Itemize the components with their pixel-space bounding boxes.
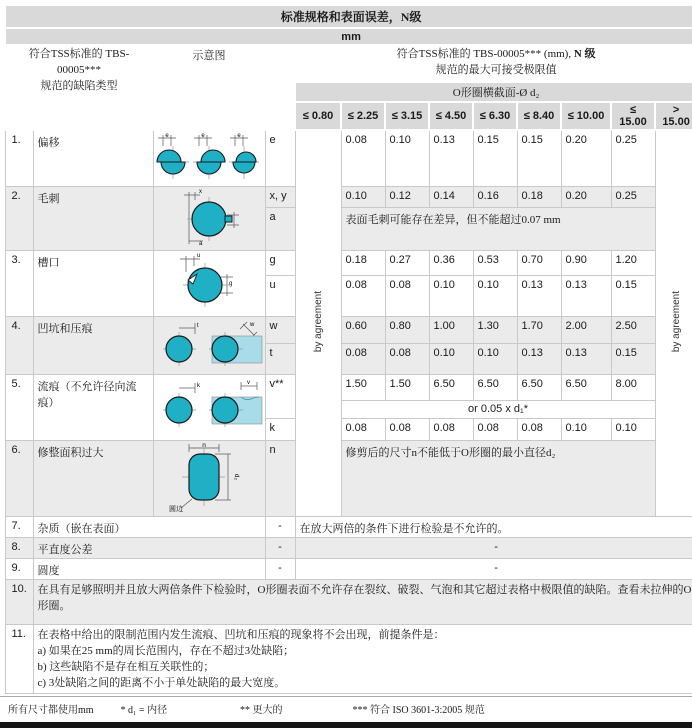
row5-k-value-2: 0.08 [429,419,473,441]
row11-condition-a: a) 如果在25 mm的周长范围内，存在不超过3处缺陷； [38,644,692,660]
offset-e-label-3: e [237,133,241,139]
row5-v-value-2: 6.50 [429,375,473,401]
defect-limits-table [4,4,692,694]
row11-number: 11. [5,625,33,694]
row4-w-value-6: 2.50 [611,317,655,344]
row1-value-4: 0.15 [517,130,561,187]
size-col-8: > 15.00 [655,102,692,130]
footnote-d1: * d₁ = 内径 [121,701,238,716]
row3-g-value-3: 0.53 [473,251,517,276]
unit-row: mm [5,28,692,45]
row4-name: 凹坑和压痕 [33,317,153,375]
row5-v-value-1: 1.50 [385,375,429,401]
row5-k-value-0: 0.08 [341,419,385,441]
notch-g-label: g [229,281,232,287]
row2-symbol-xy: x, y [265,187,295,208]
row5-name: 流痕（不允许径向流痕） [33,375,153,441]
header-limits-line1: 符合TSS标准的 TBS-00005*** (mm), N 级 [300,47,692,63]
notch-u-label: u [197,253,200,259]
row5-v-value-4: 6.50 [517,375,561,401]
burr-diagram-svg [155,188,263,246]
row4-t-value-3: 0.10 [473,343,517,374]
row6-name: 修整面积过大 [33,441,153,517]
notch-diagram-svg [155,252,263,312]
pits-t-label: t [197,323,199,329]
row5-k-value-1: 0.08 [385,419,429,441]
flow-v-label: v [247,380,250,386]
row4-t-value-4: 0.13 [517,343,561,374]
row3-u-value-0: 0.08 [341,275,385,316]
row1-name: 偏移 [33,130,153,187]
row1-number: 1. [5,130,33,187]
row4-w-value-5: 2.00 [561,317,611,344]
row5-number: 5. [5,375,33,441]
row3-g-value-4: 0.70 [517,251,561,276]
row4-t-value-1: 0.08 [385,343,429,374]
burr-a-label: a [199,241,203,246]
burr-diagram [153,187,265,251]
row7-note: 在放大两倍的条件下进行检验是不允许的。 [295,517,692,538]
row3-g-value-6: 1.20 [611,251,655,276]
row3-symbol-g: g [265,251,295,276]
header-defect-type-line2: 规范的缺陷类型 [10,79,148,95]
row4-w-value-2: 1.00 [429,317,473,344]
footnote-larger: ** 更大的 [240,701,350,716]
row3-u-value-3: 0.10 [473,275,517,316]
header-cross-section: O形圈横截面-Ø d₂ [295,82,692,102]
row2-value-0: 0.10 [341,187,385,208]
row4-w-value-4: 1.70 [517,317,561,344]
pits-diagram-svg [155,318,263,370]
trim-diagram-svg [155,442,263,512]
row9-name: 圆度 [33,559,265,580]
row2-value-5: 0.20 [561,187,611,208]
size-col-6: ≤ 10.00 [561,102,611,130]
row4-t-value-0: 0.08 [341,343,385,374]
row4-w-value-0: 0.60 [341,317,385,344]
row4-t-value-2: 0.10 [429,343,473,374]
row2-number: 2. [5,187,33,251]
row2-symbol-a: a [265,207,295,250]
row4-w-value-3: 1.30 [473,317,517,344]
row3-number: 3. [5,251,33,317]
row3-symbol-u: u [265,275,295,316]
row2-value-1: 0.12 [385,187,429,208]
trim-round-edge-label: 圆边 [169,504,183,512]
pits-ring-right [212,336,238,362]
bottom-bar [0,722,692,728]
row1-value-0: 0.08 [341,130,385,187]
size-col-0: ≤ 0.80 [295,102,341,130]
footnote-units: 所有尺寸都使用mm [8,701,118,716]
header-defect-type [5,45,153,130]
row3-g-value-5: 0.90 [561,251,611,276]
row7-symbol-dash: - [265,517,295,538]
row3-u-value-6: 0.15 [611,275,655,316]
burr-protrusion [225,216,232,222]
row5-v-value-5: 6.50 [561,375,611,401]
row9-number: 9. [5,559,33,580]
row3-name: 槽口 [33,251,153,317]
pits-w-label: w [249,322,255,328]
header-defect-type-line1: 符合TSS标准的 TBS-00005*** [10,47,148,79]
footnotes [0,696,692,719]
row11-condition-b: b) 这些缺陷不是存在相互关联性的； [38,660,692,676]
row4-symbol-t: t [265,343,295,374]
row1-symbol: e [265,130,295,187]
header-symbol-spacer [265,45,295,130]
row8-note-dash: - [295,538,692,559]
trim-ring-section [189,454,219,500]
row7-number: 7. [5,517,33,538]
row3-g-value-2: 0.36 [429,251,473,276]
page-title: 标准规格和表面误差，N级 [5,5,692,28]
row4-w-value-1: 0.80 [385,317,429,344]
row2-value-6: 0.25 [611,187,655,208]
row1-value-1: 0.10 [385,130,429,187]
footnote-iso: *** 符合 ISO 3601-3:2005 规范 [353,701,485,716]
row1-value-5: 0.20 [561,130,611,187]
row11-condition-c: c) 3处缺陷之间的距离不小于单处缺陷的最大宽度。 [38,676,692,692]
row8-symbol-dash: - [265,538,295,559]
header-schematic: 示意图 [153,45,265,130]
size-col-3: ≤ 4.50 [429,102,473,130]
row5-k-value-4: 0.08 [517,419,561,441]
row3-g-value-1: 0.27 [385,251,429,276]
grade-n-label: N 级 [574,48,596,60]
row5-k-value-3: 0.08 [473,419,517,441]
row5-k-value-5: 0.10 [561,419,611,441]
trim-n-label: n [202,442,206,449]
flow-ring-right [212,397,238,423]
row5-k-value-6: 0.10 [611,419,655,441]
row5-v-value-6: 8.00 [611,375,655,401]
row2-value-4: 0.18 [517,187,561,208]
burr-x-label: x [199,189,202,195]
row5-v-value-3: 6.50 [473,375,517,401]
flow-ring-left [166,397,192,423]
size-col-5: ≤ 8.40 [517,102,561,130]
by-agreement-left: by agreement [295,130,341,517]
row2-name: 毛刺 [33,187,153,251]
row5-symbol-k: k [265,419,295,441]
offset-e-label-2: e [201,133,205,139]
row5-v-value-0: 1.50 [341,375,385,401]
row1-value-6: 0.25 [611,130,655,187]
by-agreement-right: by agreement [655,130,692,517]
offset-e-label-1: e [165,133,169,139]
size-col-4: ≤ 6.30 [473,102,517,130]
row10-number: 10. [5,580,33,625]
size-col-1: ≤ 2.25 [341,102,385,130]
row1-value-2: 0.13 [429,130,473,187]
row8-name: 平直度公差 [33,538,265,559]
notch-ring [188,268,222,302]
row8-number: 8. [5,538,33,559]
trim-diagram [153,441,265,517]
pits-diagram [153,317,265,375]
header-limits [295,45,692,82]
row1-value-3: 0.15 [473,130,517,187]
trim-d2-label: d₂ [233,474,240,481]
pits-ring-left [166,336,192,362]
header-limits-line2: 规范的最大可接受极限值 [300,63,692,79]
row11-text-block [33,625,692,694]
row4-symbol-w: w [265,317,295,344]
row3-g-value-0: 0.18 [341,251,385,276]
flow-k-label: k [197,383,201,389]
flow-marks-diagram [153,375,265,441]
row3-u-value-1: 0.08 [385,275,429,316]
row4-number: 4. [5,317,33,375]
row11-intro: 在表格中给出的限制范围内发生流痕、凹坑和压痕的现象将不会出现，前提条件是： [38,628,692,644]
burr-ring [192,202,226,236]
offset-diagram-svg [155,132,263,182]
size-col-7: ≤ 15.00 [611,102,655,130]
row4-t-value-6: 0.15 [611,343,655,374]
row10-text: 在具有足够照明并且放大两倍条件下检验时，O形圈表面不允许存在裂纹、破裂、气泡和其它超过表格中极限值的缺陷。查看未拉伸的O形圈。 [33,580,692,625]
row3-u-value-4: 0.13 [517,275,561,316]
row9-note-dash: - [295,559,692,580]
row6-note: 修剪后的尺寸n不能低于O形圈的最小直径d₂ [341,441,655,517]
row3-u-value-2: 0.10 [429,275,473,316]
row5-symbol-v: v** [265,375,295,419]
row6-symbol-n: n [265,441,295,517]
offset-diagram [153,130,265,187]
row9-symbol-dash: - [265,559,295,580]
size-col-2: ≤ 3.15 [385,102,429,130]
row5-or-note: or 0.05 x d₁* [341,401,655,419]
row4-t-value-5: 0.13 [561,343,611,374]
row2-value-3: 0.16 [473,187,517,208]
row7-name: 杂质（嵌在表面） [33,517,265,538]
row6-number: 6. [5,441,33,517]
row3-u-value-5: 0.13 [561,275,611,316]
row2-note: 表面毛刺可能存在差异，但不能超过0.07 mm [341,207,655,250]
notch-diagram [153,251,265,317]
row2-value-2: 0.14 [429,187,473,208]
flow-marks-diagram-svg [155,376,263,434]
